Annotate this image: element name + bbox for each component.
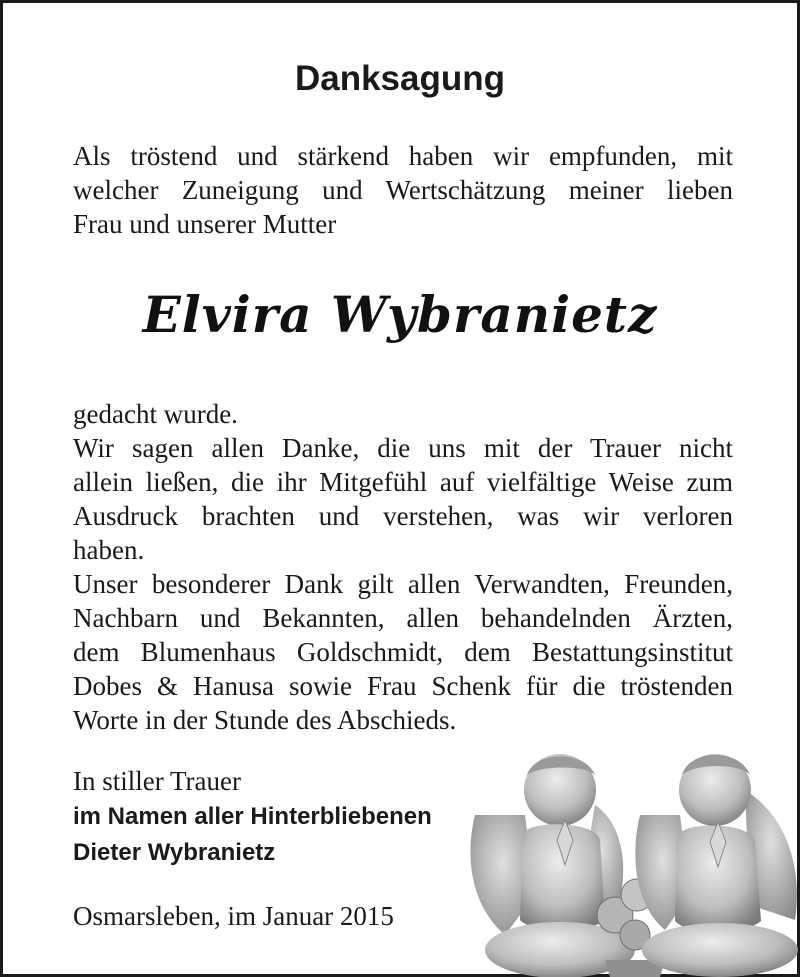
body-line: dem Blumenhaus Goldschmidt, dem Bestattungsinstitut (73, 637, 733, 667)
closing-phrase: In stiller Trauer (73, 766, 241, 796)
body-line: Wir sagen allen Danke, die uns mit der Trauer nicht (73, 433, 733, 463)
deceased-name: Elvira Wybranietz (142, 285, 658, 344)
place-date: Osmarsleben, im Januar 2015 (73, 901, 394, 931)
body-line: allein ließen, die ihr Mitgefühl auf vielfältige Weise zum (73, 467, 733, 497)
intro-line: Frau und unserer Mutter (73, 209, 337, 239)
signer-name: Dieter Wybranietz (73, 839, 276, 866)
intro-text (73, 139, 733, 241)
body-line: haben. (73, 535, 145, 565)
notice-title: Danksagung (294, 59, 506, 98)
praying-angels-image (465, 745, 800, 977)
on-behalf-line: im Namen aller Hinterbliebenen (73, 803, 432, 830)
left-cherub (470, 754, 635, 977)
body-line: Dobes & Hanusa sowie Frau Schenk für die tröstenden (73, 671, 733, 701)
right-cherub (635, 754, 798, 977)
body-line: gedacht wurde. (73, 399, 238, 429)
body-line: Unser besonderer Dank gilt allen Verwandten, Freunden, (73, 569, 733, 599)
thanks-text (73, 397, 733, 737)
signature-block (73, 763, 432, 871)
body-line: Ausdruck brachten und verstehen, was wir verloren (73, 501, 733, 531)
intro-line: Als tröstend und stärkend haben wir empfunden, mit (73, 141, 733, 171)
body-line: Worte in der Stunde des Abschieds. (73, 705, 457, 735)
intro-line: welcher Zuneigung und Wertschätzung meiner lieben (73, 175, 733, 205)
body-line: Nachbarn und Bekannten, allen behandelnden Ärzten, (73, 603, 733, 633)
